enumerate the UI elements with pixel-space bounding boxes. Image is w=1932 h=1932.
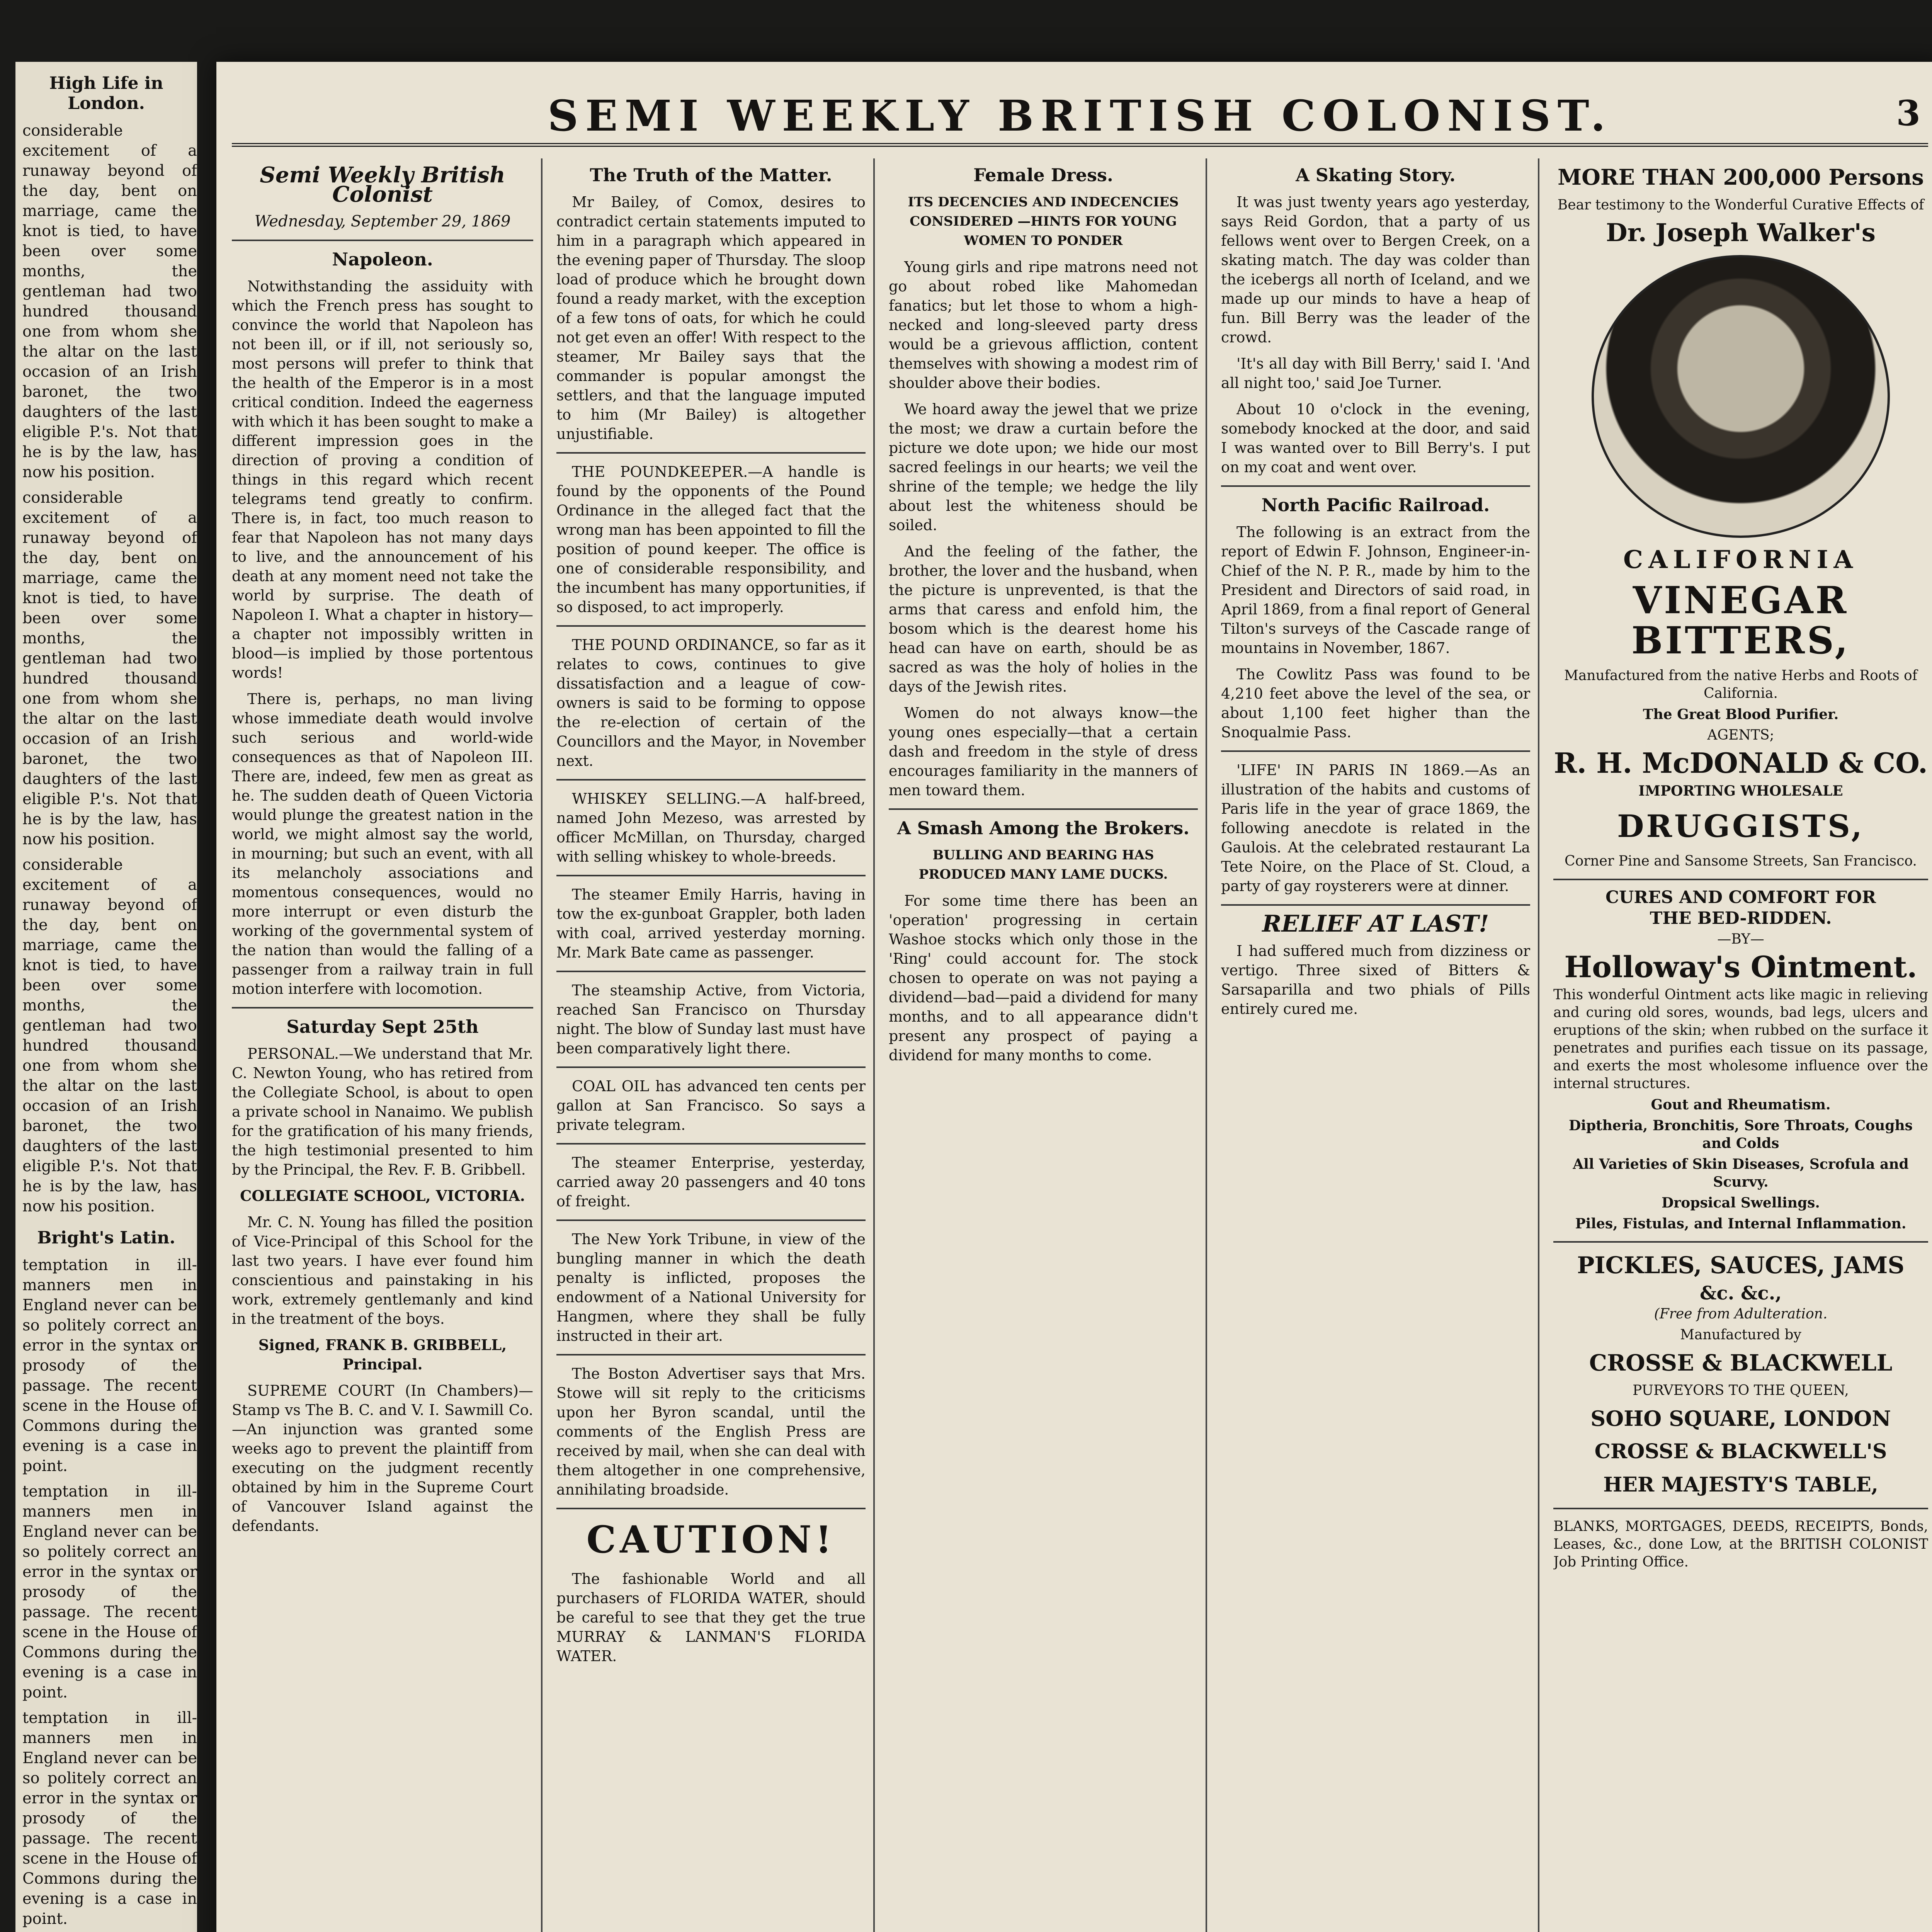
ad-text: Manufactured from the native Herbs and Roots of California. [1564, 668, 1918, 701]
ad-tagline: The Great Blood Purifier. [1643, 706, 1839, 723]
article-paragraph: About 10 o'clock in the evening, somebody knocked at the door, and said I was wanted over to Bill Berry's. I put on my coat and went over. [1221, 401, 1530, 476]
article-paragraph: 'LIFE' IN PARIS IN 1869.—As an illustration of the habits and customs of Paris life in the year of grace 1869, the following anecdote is related in the Gaulois. At the celebrated restaurant La Tete Noire, on the Place of St. Cloud, a party of gay roysterers were at dinner. [1221, 762, 1530, 895]
relief-ad-text: I had suffered much from dizziness or vertigo. Three sixed of Bitters & Sarsaparilla and two phials of Pills entirely cured me. [1221, 942, 1530, 1017]
ad-address: SOHO SQUARE, LONDON [1590, 1406, 1891, 1431]
article-paragraph: There is, perhaps, no man living whose immediate death would involve such serious and world-wide consequences as that of Napoleon III. There are, indeed, few men as great as he. The sudden death of Queen Victoria would plunge the greatest nation in the world, we might almost say the world, in mourning; but such an event, with all its melancholy associations and momentous consequences, would no more interrupt or even disturb the working of the governmental system of the nation than would the falling of a passenger from a railway train in full motion interfere with locomotion. [232, 690, 533, 997]
ad-subhead: Diptheria, Bronchitis, Sore Throats, Coughs and Colds [1569, 1117, 1913, 1151]
adjacent-page-strip [15, 62, 197, 1932]
subheadline: ITS DECENCIES AND INDECENCIES CONSIDERED —HINTS FOR YOUNG WOMEN TO PONDER [908, 194, 1179, 248]
article-paragraph: The steamer Enterprise, yesterday, carried away 20 passengers and 40 tons of freight. [556, 1154, 866, 1210]
article-paragraph: 'It's all day with Bill Berry,' said I. 'And all night too,' said Joe Turner. [1221, 355, 1530, 391]
article-paragraph: The New York Tribune, in view of the bungling manner in which the death penalty is inflicted, proposes the endowment of a National University for Hangmen, where they shall be fully instructed in their art. [556, 1231, 866, 1344]
ad-agent-line: IMPORTING WHOLESALE [1638, 783, 1843, 799]
masthead: SEMI WEEKLY BRITISH COLONIST. [232, 89, 1928, 147]
ad-subhead: All Varieties of Skin Diseases, Scrofula and Scurvy. [1573, 1156, 1909, 1190]
signature-line: Signed, FRANK B. GRIBBELL, Principal. [258, 1336, 507, 1373]
ad-subhead: Piles, Fistulas, and Internal Inflammation. [1575, 1216, 1906, 1232]
article-paragraph: SUPREME COURT (In Chambers)—Stamp vs The B. C. and V. I. Sawmill Co.—An injunction was granted some weeks ago to prevent the plaintiff from executing on the judgment recently obtained by him in the Supreme Court of Vancouver Island against the defendants. [232, 1382, 533, 1534]
left-paragraph-2: temptation in ill-manners men in England never can be so politely correct an error in the syntax or prosody of the passage. The recent scene in the House of Commons during the evening is a case in point. [22, 1709, 197, 1928]
ad-maker-2: CROSSE & BLACKWELL'S [1594, 1440, 1887, 1463]
portrait-engraving-icon [1592, 255, 1890, 538]
column-rule [1538, 158, 1539, 1932]
article-paragraph: COAL OIL has advanced ten cents per gallon at San Francisco. So says a private telegram. [556, 1078, 866, 1133]
article-paragraph: Mr Bailey, of Comox, desires to contradict certain statements imputed to him in a paragraph which appeared in the evening paper of Thursday. The sloop load of produce which he brought down found a ready market, with the exception of a few tons of oats, for which he could not get even an offer! With respect to the steamer, Mr Bailey says that the commander is popular amongst the settlers, and that the language imputed to him (Mr Bailey) is altogether unjustifiable. [556, 194, 866, 442]
ad-product: VINEGAR BITTERS, [1631, 578, 1850, 662]
page-number: 3 [1896, 93, 1920, 134]
ad-table: HER MAJESTY'S TABLE, [1603, 1473, 1878, 1497]
ad-by: Manufactured by [1680, 1327, 1801, 1343]
article-paragraph: The following is an extract from the report of Edwin F. Johnson, Engineer-in-Chief of the N. P. R., made by him to the President and Directors of said road, in April 1869, from a final report of General Tilton's surveys of the Cascade range of mountains in November, 1867. [1221, 524, 1530, 656]
ad-agent-trade: DRUGGISTS, [1617, 808, 1864, 844]
column-3 [889, 158, 1198, 1932]
ad-by: —BY— [1717, 931, 1764, 947]
ad-printing: BLANKS, MORTGAGES, DEEDS, RECEIPTS, Bonds, Leases, &c., done Low, at the BRITISH COLONIST Job Printing Office. [1553, 1519, 1928, 1570]
headline-brokers: A Smash Among the Brokers. [897, 818, 1190, 838]
left-heading-2: Bright's Latin. [37, 1228, 175, 1248]
relief-ad-title: RELIEF AT LAST! [1262, 910, 1489, 937]
ad-text: This wonderful Ointment acts like magic in relieving and curing old sores, wounds, bad legs, ulcers and eruptions of the skin; when rubbed on the surface it penetrates and purifies each tissue on its passage, and exerts the most wholesome influence over the internal structures. [1553, 987, 1928, 1092]
column-4 [1221, 158, 1530, 1932]
article-paragraph: And the feeling of the father, the brother, the lover and the husband, when the picture is unprevented, is that the arms that caress and enfold him, the bosom which is the dearest home his head can have on earth, should be as sacred as was the holy of holies in the days of the Jewish rites. [889, 543, 1198, 695]
article-paragraph: It was just twenty years ago yesterday, says Reid Gordon, that a party of us fellows went over to Bergen Creek, on a skating match. The day was colder than the icebergs all north of Iceland, and we made up our minds to have a heap of fun. Bill Berry was the leader of the crowd. [1221, 194, 1530, 346]
ad-line: CURES AND COMFORT FOR [1605, 888, 1876, 907]
left-heading: High Life in London. [49, 73, 163, 113]
ad-etc: &c. &c., [1700, 1282, 1782, 1304]
ad-agents: AGENTS; [1707, 727, 1774, 743]
article-paragraph: WHISKEY SELLING.—A half-breed, named John Mezeso, was arrested by officer McMillan, on Thursday, charged with selling whiskey to whole-breeds. [556, 790, 866, 865]
school-heading: COLLEGIATE SCHOOL, VICTORIA. [240, 1187, 525, 1204]
column-5-ads [1553, 158, 1928, 1932]
paper-name: Semi Weekly British Colonist [260, 162, 505, 207]
headline-female-dress: Female Dress. [973, 165, 1113, 185]
date-line: Wednesday, September 29, 1869 [254, 213, 511, 230]
ad-agent-name: R. H. McDONALD & CO. [1554, 747, 1928, 779]
ad-brand: CALIFORNIA [1623, 545, 1858, 574]
headline-napoleon: Napoleon. [332, 249, 433, 270]
ad-line: THE BED-RIDDEN. [1650, 908, 1832, 928]
ad-name: Dr. Joseph Walker's [1606, 218, 1876, 247]
ad-subhead: Dropsical Swellings. [1662, 1195, 1820, 1211]
article-paragraph: Mr. C. N. Young has filled the position of Vice-Principal of this School for the last two years. I have ever found him conscientious and painstaking in his work, extremely gentlemanly and kind in the treatment of the boys. [232, 1214, 533, 1327]
ad-product-ointment: Holloway's Ointment. [1564, 950, 1917, 984]
article-paragraph: THE POUND ORDINANCE, so far as it relates to cows, continues to give dissatisfaction and a league of cow-owners is said to be forming to oppose the re-election of certain of the Councillors and the Mayor, in November next. [556, 636, 866, 769]
section-saturday: Saturday Sept 25th [286, 1016, 479, 1037]
newspaper-page [216, 62, 1932, 1932]
ad-agent-address: Corner Pine and Sansome Streets, San Francisco. [1565, 853, 1917, 869]
left-paragraph-2: temptation in ill-manners men in England never can be so politely correct an error in the syntax or prosody of the passage. The recent scene in the House of Commons during the evening is a case in point. [22, 1483, 197, 1701]
ad-pickles-title: PICKLES, SAUCES, JAMS [1577, 1252, 1905, 1279]
article-paragraph: The Boston Advertiser says that Mrs. Stowe will sit reply to the criticisms upon her Byron scandal, until the comments of the English Press are received by mail, when she can deal with them altogether in one comprehensive, annihilating broadside. [556, 1365, 866, 1498]
left-paragraph-2: temptation in ill-manners men in England never can be so politely correct an error in the syntax or prosody of the passage. The recent scene in the House of Commons during the evening is a case in point. [22, 1256, 197, 1475]
article-paragraph: Young girls and ripe matrons need not go about robed like Mahomedan fanatics; but let those to whom a high-necked and long-sleeved party dress would be a grievous affliction, content themselves with showing a modest rim of shoulder above their bodies. [889, 259, 1198, 391]
headline-skating: A Skating Story. [1296, 165, 1456, 185]
ad-maker: CROSSE & BLACKWELL [1589, 1350, 1893, 1376]
ad-headline: MORE THAN 200,000 Persons [1558, 165, 1924, 190]
article-paragraph: For some time there has been an 'operation' progressing in certain Washoe stocks which only those in the 'Ring' could account for. The stock chosen to operate on was not paying a dividend—bad—paid a dividend for many months, and to all appearance didn't present any prospect of paying a dividend for many months to come. [889, 892, 1198, 1064]
article-paragraph: Notwithstanding the assiduity with which the French press has sought to convince the world that Napoleon has not been ill, or if ill, not seriously so, most persons will prefer to think that the health of the Emperor is in a most critical condition. Indeed the eagerness with which it has been sought to make a different impression goes in the direction of proving a condition of things in this regard which recent telegrams tend greatly to confirm. There is, in fact, too much reason to fear that Napoleon has not many days to live, and the announcement of his death at any moment need not take the world by surprise. The death of Napoleon I. What a chapter in history—a chapter not impossibly written in blood—is implied by those portentous words! [232, 278, 533, 681]
column-rule [1206, 158, 1207, 1932]
column-rule [541, 158, 543, 1932]
article-paragraph: PERSONAL.—We understand that Mr. C. Newton Young, who has retired from the Collegiate School, is about to open a private school in Nanaimo. We publish for the gratification of his many friends, the high testimonial presented to him by the Principal, the Rev. F. B. Gribbell. [232, 1045, 533, 1178]
ad-subhead: Gout and Rheumatism. [1651, 1097, 1831, 1113]
caution-ad-title: CAUTION! [586, 1518, 836, 1561]
caution-ad-text: The fashionable World and all purchasers of FLORIDA WATER, should be careful to see that they get the true MURRAY & LANMAN'S FLORIDA WATER. [556, 1570, 866, 1665]
article-paragraph: The steamship Active, from Victoria, reached San Francisco on Thursday night. The blow of Sunday last must have been comparatively light there. [556, 982, 866, 1057]
article-paragraph: The Cowlitz Pass was found to be 4,210 feet above the level of the sea, or about 1,100 feet higher than the Snoqualmie Pass. [1221, 666, 1530, 741]
ad-free: (Free from Adulteration. [1654, 1306, 1828, 1322]
headline-truth: The Truth of the Matter. [590, 165, 832, 185]
ad-text: Bear testimony to the Wonderful Curative Effects of [1557, 197, 1924, 213]
column-1 [232, 158, 533, 1932]
subheadline: BULLING AND BEARING HAS PRODUCED MANY LAME DUCKS. [918, 847, 1168, 882]
article-paragraph: THE POUNDKEEPER.—A handle is found by the opponents of the Pound Ordinance in the alleged fact that the wrong man has been appointed to fill the position of pound keeper. The office is one of considerable responsibility, and the incumbent has many opportunities, if so disposed, to act improperly. [556, 463, 866, 616]
left-paragraph: considerable excitement of a runaway beyond of the day, bent on marriage, came the knot is tied, to have been over some months, the gentleman had two hundred thousand one from whom she the altar on the last occasion of an Irish baronet, the two daughters of the last eligible P.'s. Not that he is by the law, has now his position. [22, 122, 197, 481]
article-paragraph: We hoard away the jewel that we prize the most; we draw a curtain before the picture we dote upon; we hide our most sacred feelings in our hearts; we veil the shrine of the temple; we hedge the lily about lest the whiteness should be soiled. [889, 401, 1198, 534]
left-paragraph: considerable excitement of a runaway beyond of the day, bent on marriage, came the knot is tied, to have been over some months, the gentleman had two hundred thousand one from whom she the altar on the last occasion of an Irish baronet, the two daughters of the last eligible P.'s. Not that he is by the law, has now his position. [22, 856, 197, 1215]
headline-railroad: North Pacific Railroad. [1261, 495, 1490, 515]
article-paragraph: The steamer Emily Harris, having in tow the ex-gunboat Grappler, both laden with coal, arrived yesterday morning. Mr. Mark Bate came as passenger. [556, 886, 866, 961]
ad-purveyors: PURVEYORS TO THE QUEEN, [1633, 1383, 1849, 1398]
column-2 [556, 158, 866, 1932]
left-paragraph: considerable excitement of a runaway beyond of the day, bent on marriage, came the knot is tied, to have been over some months, the gentleman had two hundred thousand one from whom she the altar on the last occasion of an Irish baronet, the two daughters of the last eligible P.'s. Not that he is by the law, has now his position. [22, 489, 197, 848]
article-paragraph: Women do not always know—the young ones especially—that a certain dash and freedom in the style of dress encourages familiarity in the manners of men toward them. [889, 704, 1198, 799]
column-rule [873, 158, 875, 1932]
